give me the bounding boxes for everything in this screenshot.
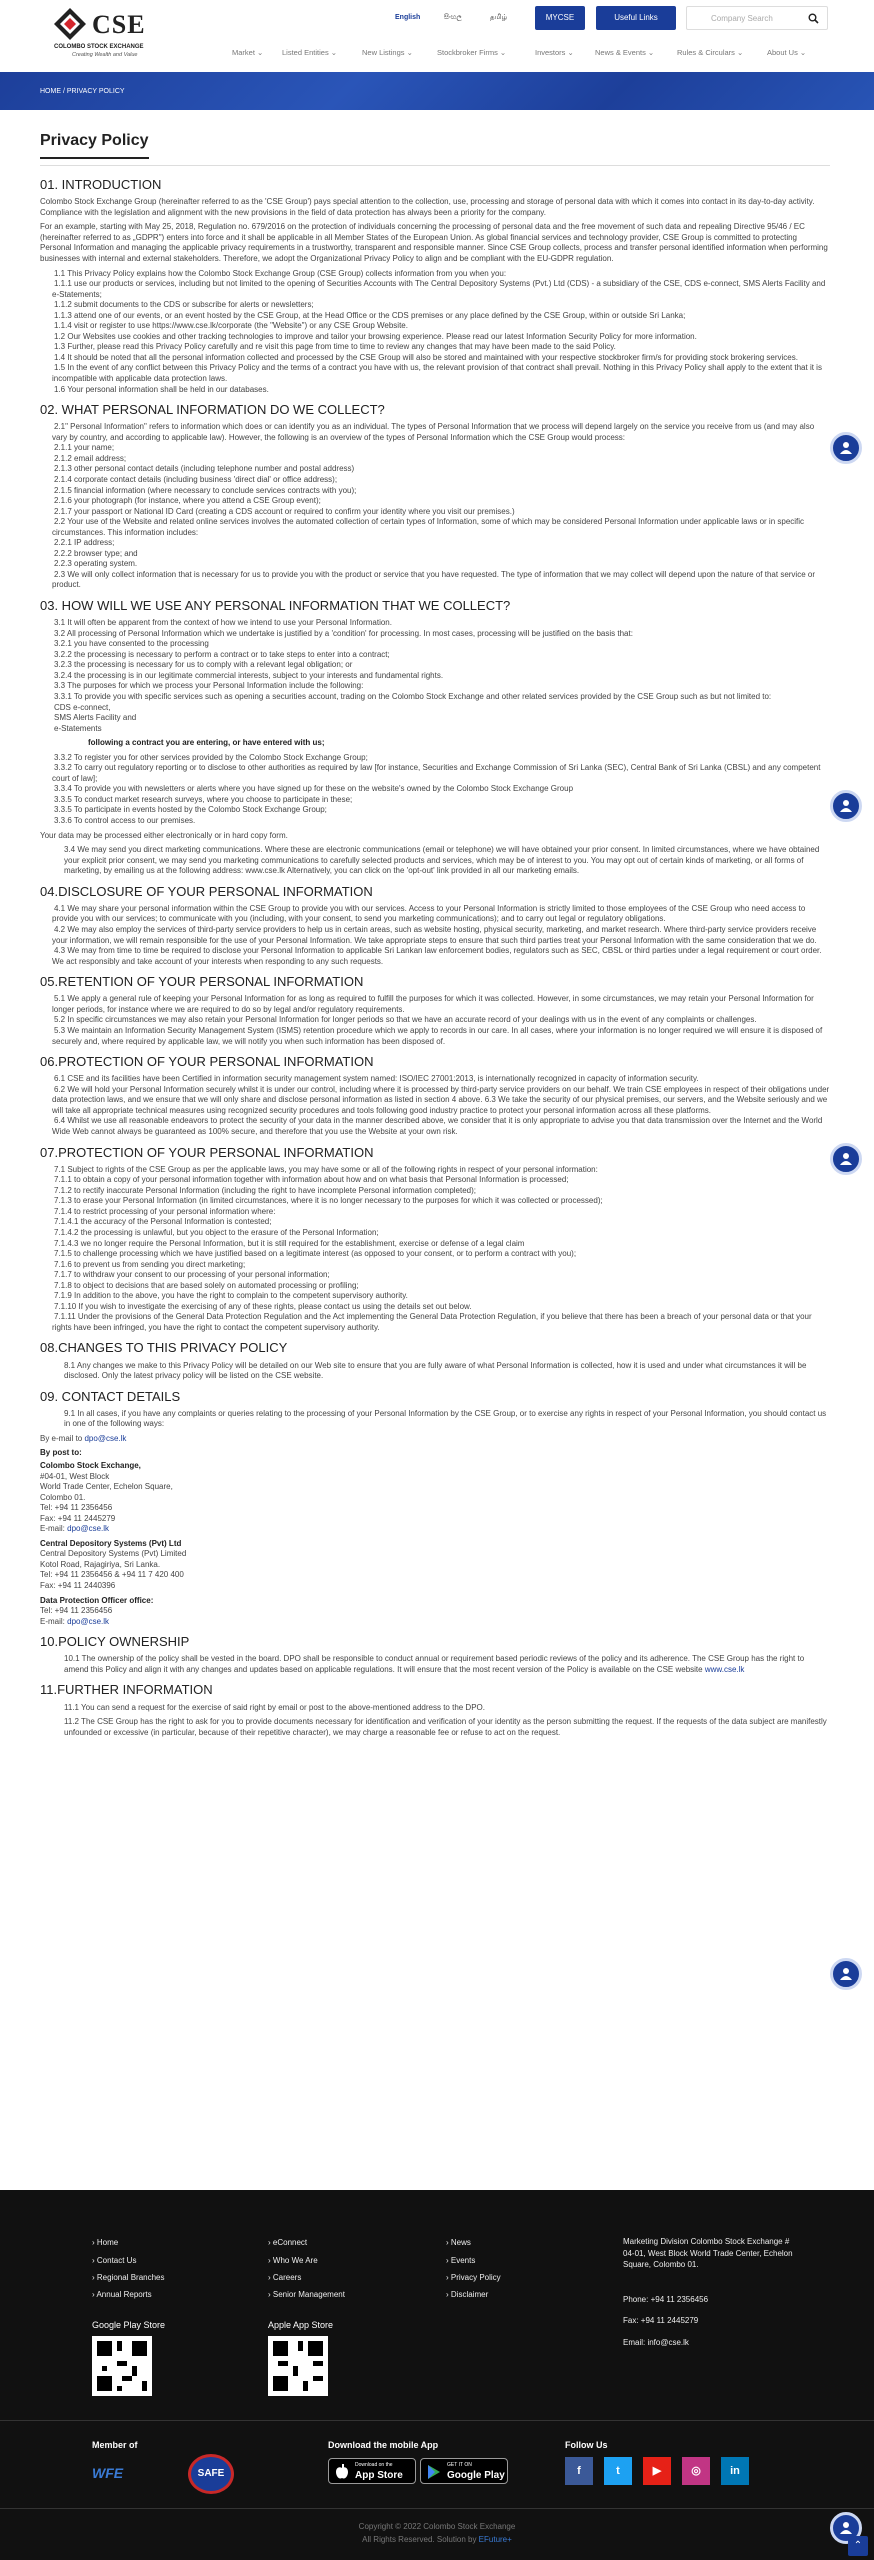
paragraph: 9.1 In all cases, if you have any complaints or queries relating to the processing of your Personal Information by the CSE Group, or to exercise any rights in respect of your Personal Information, you should contact us in one of the following ways: [64,1408,827,1429]
nav-about-us[interactable]: About Us ⌄ [767,48,807,57]
nav-investors[interactable]: Investors ⌄ [535,48,574,57]
dpo-heading: Data Protection Officer office: [40,1595,154,1605]
app-store-heading: Apple App Store [268,2320,334,2330]
app-store-qr[interactable] [268,2336,328,2396]
list-item: 7.1.3 to erase your Personal Information (in limited circumstances, where it is no longer necessary to the purposes for which it was collected or processed); [54,1196,603,1206]
google-play-heading: Google Play Store [92,2320,166,2330]
cse-email-link[interactable]: dpo@cse.lk [67,1524,110,1534]
footer-link-events[interactable]: › Events [446,2256,476,2265]
section-heading: 03. HOW WILL WE USE ANY PERSONAL INFORMATION THAT WE COLLECT? [40,598,511,614]
paragraph: Colombo Stock Exchange Group (hereinafter referred to as the 'CSE Group') pays special attention to the collection, use, processing and storage of personal data with which it comes into contact in its day-to-day activity. Compliance with the legislation and alignment with the new provisions in the field of data protection has always been a priority for the company. [40,197,815,217]
list-item: 3.3.4 To provide you with newsletters or alerts where you have signed up for these on the website's owned by the Colombo Stock Exchange Group [54,784,574,794]
lang-english[interactable]: English [395,14,421,21]
section-heading: 09. CONTACT DETAILS [40,1388,181,1404]
paragraph [64,1654,830,1675]
list-item: 1.3 Further, please read this Privacy Policy carefully and re visit this page from time to time to review any changes that may have been made to the said Policy. [54,342,616,352]
page-title: Privacy Policy [40,130,149,159]
rights-text: All Rights Reserved. Solution by [362,2535,479,2544]
chat-button[interactable] [830,432,862,464]
list-item: 3.2.2 the processing is necessary to perform a contract or to take steps to enter into a contract; [54,649,390,659]
cse-logo[interactable] [52,6,182,62]
list-item: 2.2.1 IP address; [54,538,115,548]
list-item: 1.1.2 submit documents to the CDS or subscribe for alerts or newsletters; [54,300,314,310]
page-banner [0,72,874,110]
copyright: Copyright © 2022 Colombo Stock Exchange [358,2522,516,2531]
google-play-qr[interactable] [92,2336,152,2396]
chat-button[interactable] [830,1958,862,1990]
chat-icon [839,2521,853,2535]
email-label: By e-mail to [40,1433,85,1443]
nav-new-listings[interactable]: New Listings ⌄ [362,48,413,57]
nav-rules-circulars[interactable]: Rules & Circulars ⌄ [677,48,744,57]
footer-link-privacy[interactable]: › Privacy Policy [446,2273,501,2282]
list-item: 3.1 It will often be apparent from the context of how we intend to use your Personal Information. [54,618,392,628]
list-item: 3.2.1 you have consented to the processing [54,639,209,649]
address-line: #04-01, West Block [40,1471,110,1481]
title-divider [40,165,830,166]
address-line: Kotol Road, Rajagiriya, Sri Lanka. [40,1559,161,1569]
list-item: 3.3.2 To carry out regulatory reporting or to disclose to other authorities as required by law [for instance, Securities and Exchange Commission of Sri Lanka (SEC), Central Bank of Sri Lanka (CBSL) and any competent court of law]; [52,763,821,783]
google-play-line1: GET IT ON [447,2462,472,2468]
app-store-line1: Download on the [355,2462,393,2468]
list-item: 3.3 The purposes for which we process your Personal Information include the following: [54,681,364,691]
footer-link-econnect[interactable]: › eConnect [268,2238,308,2247]
nav-stockbroker-firms[interactable]: Stockbroker Firms ⌄ [437,48,507,57]
list-item: 7.1.5 to challenge processing which we have justified based on a legitimate interest (as opposed to your consent, or to perform a contract with you); [54,1249,577,1259]
list-item: 2.1.7 your passport or National ID Card (creating a CDS account or required to confirm your identity where you visit our premises.) [54,506,515,516]
list-item: 3.3.6 To control access to our premises. [54,816,196,826]
lang-tamil[interactable]: தமிழ் [490,14,508,21]
list-item: 7.1.4.1 the accuracy of the Personal Information is contested; [54,1217,272,1227]
section-heading: 04.DISCLOSURE OF YOUR PERSONAL INFORMATION [40,883,373,899]
footer-link-careers[interactable]: › Careers [268,2273,302,2282]
section-heading: 02. WHAT PERSONAL INFORMATION DO WE COLLECT? [40,402,385,418]
paragraph: 3.4 We may send you direct marketing communications. Where these are electronic communications (email or telephone) we will have obtained your prior consent. In limited circumstances, where we have obtained your explicit prior consent, we may send you marketing communications to carefully selected products and services, which may be of interest to you. You may opt out of certain kinds of marketing, or all forms of marketing, by emailing us at the following address: www.cse.lk Alternatively, you can click on the 'opt-out' link provided in all our marketing emails. [64,845,820,876]
google-play-line2: Google Play [447,2470,505,2481]
company-search[interactable] [686,6,828,30]
section-heading: 11.FURTHER INFORMATION [40,1682,213,1698]
breadcrumb-current: PRIVACY POLICY [66,88,125,95]
list-item: 4.2 We may also employ the services of third-party service providers to help us in certain areas, such as website hosting, physical security, marketing, and market research. Where third-party service providers receive your information, we will remain responsible for the use of your Personal Information. We take appropriate steps to ensure that such third parties treat your Personal Information with the same consideration that we do. [52,925,817,945]
cse-contact-block [40,1461,830,1535]
app-store-line2: App Store [355,2470,403,2481]
list-item: 7.1.4.3 we no longer require the Personal Information, but it is still required for the establishment, exercise or defense of a legal claim [54,1238,525,1248]
nav-news-events[interactable]: News & Events ⌄ [595,48,655,57]
solution-link[interactable]: EFuture+ [478,2535,512,2544]
footer-link-branches[interactable]: › Regional Branches [92,2273,165,2282]
list-item: 3.3.5 To conduct market research surveys, where you choose to participate in these; [54,794,353,804]
paragraph: 11.1 You can send a request for the exercise of said right by email or post to the above-mentioned address to the DPO. [64,1702,485,1712]
list-item: 2.1.3 other personal contact details (including telephone number and postal address) [54,464,355,474]
list-item: 6.2 We will hold your Personal Information securely whilst it is under our control, including where it is processed by third-party service providers on our behalf. We train CSE employees in respect of their obligations under data protection laws, and we ensure that we will only share and disclose personal information as listed in section 4 above. 6.3 We take the security of our physical premises, our servers, and the Website seriously and we will take all appropriate technical measures using recognized security procedures and tools following good industry practice to protect your personal information across all these platforms. [52,1084,830,1115]
footer-link-contact[interactable]: › Contact Us [92,2256,137,2265]
list-item: 2.1.2 email address; [54,453,127,463]
search-input[interactable]: Company Search [711,14,773,23]
dpo-tel: Tel: +94 11 2356456 [40,1606,113,1616]
dpo-office-email-link[interactable]: dpo@cse.lk [67,1616,110,1626]
footer-link-home[interactable]: › Home [92,2238,119,2247]
section-heading: 01. INTRODUCTION [40,177,162,193]
chat-button[interactable] [830,790,862,822]
google-play-badge[interactable] [420,2458,508,2484]
chat-icon [839,1967,853,1981]
list-item: 7.1.2 to rectify inaccurate Personal Information (including the right to have incomplete Personal information completed); [54,1185,476,1195]
list-item: 1.1.3 attend one of our events, or an event hosted by the CSE Group, at the Head Office or the CDS premises or any place defined by the CSE Group, within or outside Sri Lanka; [54,310,686,320]
email-label: E-mail: [40,1524,68,1534]
app-store-badge[interactable] [328,2458,416,2484]
cse-tel: Tel: +94 11 2356456 [40,1503,113,1513]
section-heading: 08.CHANGES TO THIS PRIVACY POLICY [40,1340,288,1356]
chat-icon [839,799,853,813]
chat-icon [839,441,853,455]
list-item: 4.1 We may share your personal information within the CSE Group to provide you with our services. Access to your Personal Information is strictly limited to those employees of the CSE Group who need access to provide you with our services; to communicate with you (including, with your consent, to send you marketing communications); and to carry out legal or regulatory obligations. [52,903,806,924]
cds-fax: Fax: +94 11 2440396 [40,1581,116,1591]
useful-links-button[interactable]: Useful Links [596,6,676,30]
twitter-icon[interactable]: t [604,2457,632,2485]
list-item: 2.1" Personal Information" refers to information which does or can identify you as an individual. The types of Personal Information that we process will depend largely on the service you receive from us (and may also vary by country, and according to applicable law). However, the following is an overview of the types of Personal Information which the CSE Group would process: [52,422,815,442]
list-item: 1.1 This Privacy Policy explains how the Colombo Stock Exchange Group (CSE Group) collects information from you when you: [54,268,507,278]
mycse-button[interactable]: MYCSE [535,6,585,30]
footer-phone: Phone: +94 11 2356456 [623,2295,709,2304]
list-item: 7.1.4 to restrict processing of your personal information where: [54,1206,276,1216]
chat-button[interactable] [830,1143,862,1175]
list-item: 6.4 Whilst we use all reasonable endeavors to protect the security of your data in the manner described above, we consider that it is only appropriate to advise you that data transmission over the Internet and the World Wide Web cannot always be guaranteed as 100% secure, and therefore that you use the Website at your own risk. [52,1116,823,1136]
list-item: 3.3.1 To provide you with specific services such as opening a securities account, trading on the Colombo Stock Exchange and other related services provided by the CSE Group such as but not limited to: [54,692,772,701]
search-icon[interactable] [808,13,819,24]
email-line [40,1434,830,1445]
list-item: 1.2 Our Websites use cookies and other tracking technologies to improve and tailor your browsing experience. Please read our latest Information Security Policy for more information. [54,331,697,341]
list-item: 4.3 We may from time to time be required to disclose your Personal Information to applicable Sri Lankan law enforcement bodies, regulators such as SEC, CBSL or third parties under a legal requirement or court order. We act responsibly and take account of your interests when responding to any such requests. [52,946,822,966]
list-item: 3.3.5 To participate in events hosted by the Colombo Stock Exchange Group; [54,805,327,815]
list-item: 7.1.9 In addition to the above, you have the right to complain to the competent supervisory authority. [54,1291,408,1301]
paragraph: 11.2 The CSE Group has the right to ask for you to provide documents necessary for identification and verification of your identity as the person submitting the request. If the requests of the data subject are manifestly unfounded or excessive (in particular, because of their repetitive character), we may charge a reasonable fee or refuse to act on the request. [64,1717,827,1737]
address-line: Colombo 01. [40,1492,86,1502]
list-item: 2.2 Your use of the Website and related online services involves the automated collection of certain types of Information, some of which may be considered Personal Information under applicable laws or in specific circumstances. This information includes: [52,517,805,537]
logo-subtitle: COLOMBO STOCK EXCHANGE [54,44,144,50]
paragraph: Your data may be processed either electronically or in hard copy form. [40,830,288,840]
address-line: World Trade Center, Echelon Square, [40,1482,173,1492]
footer-link-who-we-are[interactable]: › Who We Are [268,2256,318,2265]
paragraph: For an example, starting with May 25, 2018, Regulation no. 679/2016 on the protection of individuals concerning the processing of personal data and the free movement of such data and repealing Directive 95/46 / EC (hereinafter referred to as „GDPR") enters into force and it shall be applicable in all Member States of the European Union. As global financial services and technology provider, CSE Group is committed to protecting Personal Information and managing the applicable privacy requirements in a trustworthy, transparent and responsible manner. Since CSE Group collects, process and transfer personal identified information when performing businesses with internal and external stakeholders. Therefore, we adopt the Organizational Privacy Policy to align and be compliant with the EU-GDPR regulation. [40,222,828,263]
list-item: e-Statements [54,723,102,733]
list-item: CDS e-connect, [54,702,111,712]
rights-line [0,2535,874,2546]
scroll-top-button[interactable] [848,2536,868,2556]
section-heading: 06.PROTECTION OF YOUR PERSONAL INFORMATION [40,1054,374,1070]
list-item: 7.1.8 to object to decisions that are based solely on automated processing or profiling; [54,1280,359,1290]
list-item: 2.2.2 browser type; and [54,548,138,558]
list-item: 3.2.4 the processing is in our legitimate commercial interests, subject to your interests and fundamental rights. [54,670,444,680]
footer-link-disclaimer[interactable]: › Disclaimer [446,2290,489,2299]
list-item: 1.1.1 use our products or services, including but not limited to the opening of Securities Accounts with The Central Depository Systems (Pvt.) Ltd (CDS) - a subsidiary of the CSE, CDS e-connect, SMS Alerts Facility and e-Statements; [52,279,826,299]
nav-listed-entities[interactable]: Listed Entities ⌄ [282,48,338,57]
breadcrumb-home[interactable]: HOME [40,88,61,95]
list-item: 7.1.4.2 the processing is unlawful, but you object to the erasure of the Personal Information; [54,1227,379,1237]
cse-website-link[interactable]: www.cse.lk [704,1664,745,1674]
paragraph: 8.1 Any changes we make to this Privacy Policy will be detailed on our Web site to ensure that you are fully aware of what Personal Information is collected, how it is used and under what circumstances it will be disclosed. Only the latest privacy policy will be listed on the CSE website. [64,1360,807,1381]
cse-logo-icon [52,6,88,42]
youtube-icon[interactable]: ▶ [643,2457,671,2485]
breadcrumb-separator: / [61,88,67,95]
email-label: E-mail: [40,1616,68,1626]
list-item: 3.3.2 To register you for other services provided by the Colombo Stock Exchange Group; [54,752,368,762]
header [0,0,874,72]
list-item: 7.1 Subject to rights of the CSE Group as per the applicable laws, you may have some or all of the following rights in respect of your personal information: [54,1164,598,1174]
safe-logo[interactable]: SAFE [188,2454,234,2494]
list-item: 2.1.6 your photograph (for instance, where you attend a CSE Group event); [54,496,321,506]
list-item: 7.1.6 to prevent us from sending you direct marketing; [54,1259,246,1269]
download-heading: Download the mobile App [328,2440,439,2450]
list-item: 3.2 All processing of Personal Information which we undertake is justified by a 'condition' for processing. In most cases, processing will be justified on the basis that: [54,628,633,638]
list-item: 2.1.4 corporate contact details (including business 'direct dial' or office address); [54,475,338,484]
member-heading: Member of [92,2440,138,2450]
breadcrumb [40,87,125,96]
list-item: 6.1 CSE and its facilities have been Certified in information security management system named: ISO/IEC 27001:2013, is internationally recognized in capacity of information security. [54,1074,699,1084]
list-item: SMS Alerts Facility and [54,713,137,723]
address-line: Central Depository Systems (Pvt) Limited [40,1549,187,1559]
follow-heading: Follow Us [565,2440,608,2450]
footer-link-management[interactable]: › Senior Management [268,2290,345,2299]
footer-divider [0,2420,874,2421]
list-item: 5.3 We maintain an Information Security Management System (ISMS) retention procedure which we apply to records in our care. In all cases, where your information is no longer required we will ensure it is disposed of securely and, where required by applicable law, we will notify you when such information has been disposed of. [52,1025,823,1046]
facebook-icon[interactable]: f [565,2457,593,2485]
list-item: 1.5 In the event of any conflict between this Privacy Policy and the terms of a contract you have with us, the relevant provision of that contract shall prevail. Nothing in this Privacy Policy shall apply to the extent that it is incompatible with applicable data protection laws. [52,363,822,384]
lang-sinhala[interactable]: සිංහල [444,14,462,21]
footer-fax: Fax: +94 11 2445279 [623,2316,699,2325]
nav-market[interactable]: Market ⌄ [232,48,264,57]
list-item: 3.2.3 the processing is necessary for us to comply with a relevant legal obligation; or [54,660,353,670]
list-item: 2.2.3 operating system. [54,559,138,569]
footer-link-news[interactable]: › News [446,2238,471,2247]
chat-icon [839,1152,853,1166]
list-item: 7.1.1 to obtain a copy of your personal information together with information about how and on what basis that Personal Information is processed; [54,1175,569,1185]
footer-divider [0,2508,874,2509]
wfe-logo[interactable]: WFE [92,2465,124,2481]
bold-note: following a contract you are entering, or have entered with us; [88,738,325,748]
list-item: 7.1.10 If you wish to investigate the exercising of any of these rights, please contact us using the details set out below. [54,1301,472,1311]
list-item: 5.2 In specific circumstances we may also retain your Personal Information for longer periods so that we have an accurate record of your dealings with us in the event of any complaints or challenges. [54,1015,757,1025]
list-item: 7.1.7 to withdraw your consent to our processing of your personal information; [54,1270,330,1280]
list-item: 5.1 We apply a general rule of keeping your Personal Information for as long as required to fulfill the purposes for which it was collected. However, in some circumstances, we may retain your Personal Information for longer periods, for instance where we are required to do so by legal and/or regulatory requirements. [52,994,814,1014]
linkedin-icon[interactable]: in [721,2457,749,2485]
google-play-icon [427,2464,441,2480]
logo-text: CSE [92,10,146,39]
list-item: 1.4 It should be noted that all the personal information collected and processed by the CSE Group will also be stored and maintained with your respective stockbroker firm/s for providing stock brokering services. [54,352,798,362]
apple-icon [335,2464,349,2480]
list-item: 2.3 We will only collect information that is necessary for us to provide you with the product or service that you have requested. The type of information that we may collect will depend upon the nature of that service or product. [52,569,815,590]
chevron-up-icon: ⌃ [853,2540,863,2551]
section-heading: 10.POLICY OWNERSHIP [40,1634,190,1650]
section-heading: 07.PROTECTION OF YOUR PERSONAL INFORMATION [40,1144,374,1160]
cds-contact-block [40,1539,830,1592]
cds-name: Central Depository Systems (Pvt) Ltd [40,1538,182,1548]
list-item: 7.1.11 Under the provisions of the General Data Protection Regulation and the Act implementing the General Data Protection Regulation, if you believe that there has been a breach of your personal data or that your rights have been infringed, you have the right to contact the competent supervisory authority. [52,1312,812,1332]
cds-tel: Tel: +94 11 2356456 & +94 11 7 420 400 [40,1570,184,1580]
list-item: 1.1.4 visit or register to use https://www.cse.lk/corporate (the "Website") or any CSE Group Website. [54,321,408,331]
list-item: 2.1.1 your name; [54,443,115,453]
policy-content [40,130,830,1742]
cse-fax: Fax: +94 11 2445279 [40,1513,116,1523]
ownership-text: 10.1 The ownership of the policy shall be vested in the board. DPO shall be responsible to conduct annual or requirement based periodic reviews of the policy and its adherence. The CSE Group has the right to amend this Policy and align it with any changes and updates based on applicable regulations. It will ensure that the most recent version of the Policy is available on the CSE website [64,1654,805,1674]
list-item: 2.1.5 financial information (where necessary to conclude services contracts with you); [54,485,357,495]
list-item: 1.6 Your personal information shall be held in our databases. [54,384,269,394]
section-heading: 05.RETENTION OF YOUR PERSONAL INFORMATION [40,974,364,990]
dpo-contact-block [40,1596,830,1628]
footer-link-reports[interactable]: › Annual Reports [92,2290,152,2299]
footer-address: Marketing Division Colombo Stock Exchange # 04-01, West Block World Trade Center, Echelon Square, Colombo 01. [623,2237,793,2270]
footer-email[interactable]: Email: info@cse.lk [623,2338,689,2347]
cse-name: Colombo Stock Exchange, [40,1461,141,1471]
instagram-icon[interactable]: ◎ [682,2457,710,2485]
logo-tagline: Creating Wealth and Value [72,52,138,58]
post-label: By post to: [40,1448,82,1458]
dpo-email-link[interactable]: dpo@cse.lk [84,1433,127,1443]
